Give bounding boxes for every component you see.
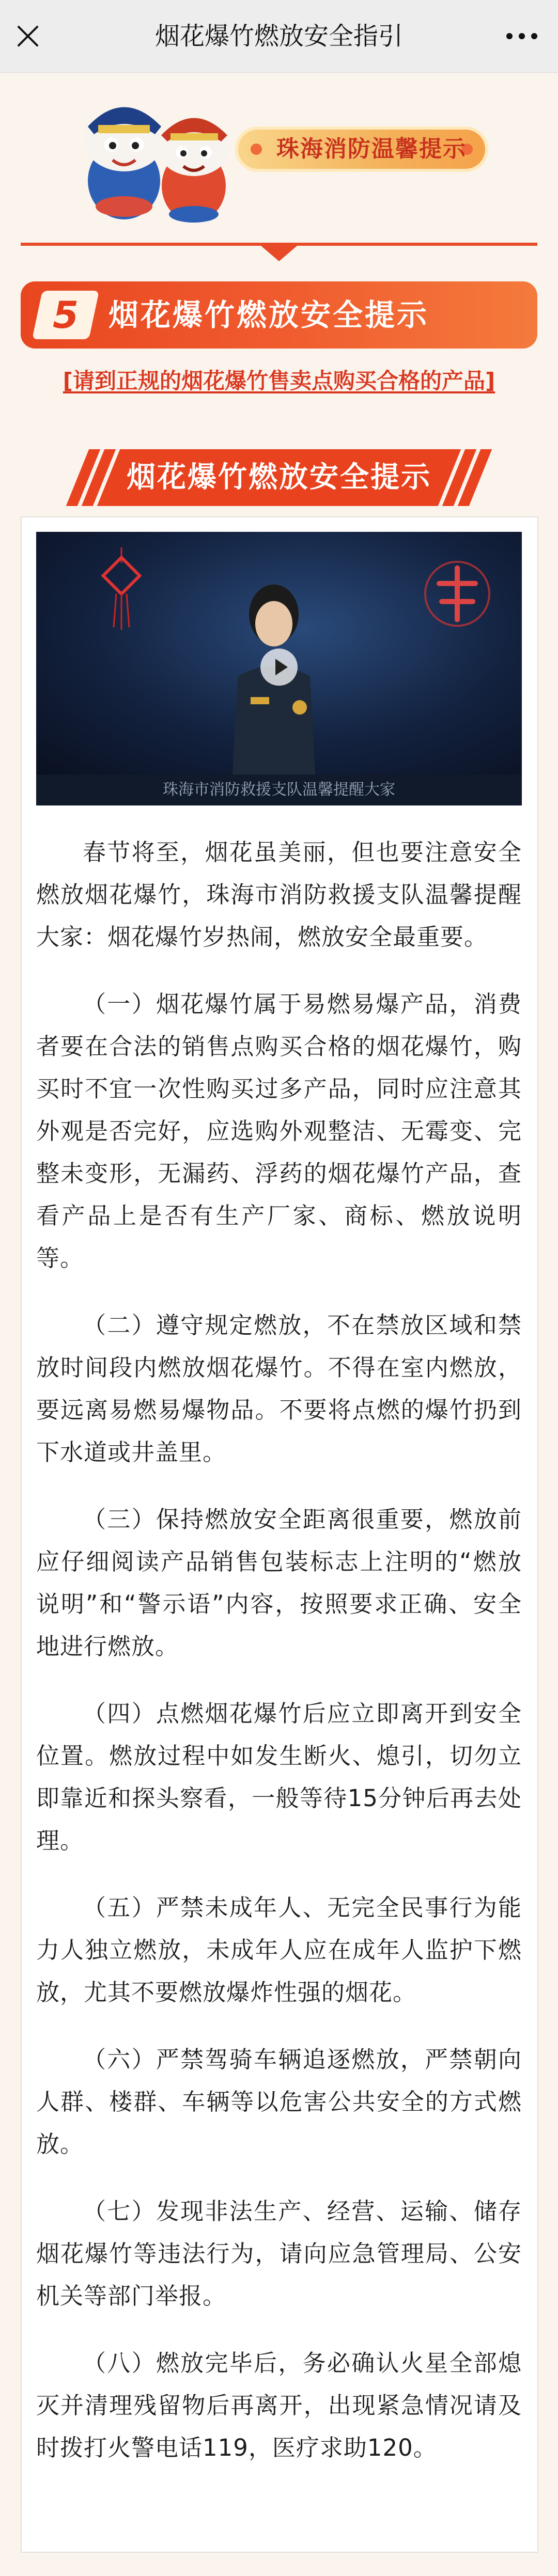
section-notice-text: [请到正规的烟花爆竹售卖点购买合格的产品] xyxy=(63,368,495,393)
chinese-knot-icon xyxy=(98,547,145,630)
article-body xyxy=(36,831,522,2494)
paragraph: （六）严禁驾骑车辆追逐燃放，严禁朝向人群、楼群、车辆等以危害公共安全的方式燃放。 xyxy=(36,2046,522,2158)
video-caption: 珠海市消防救援支队温馨提醒大家 xyxy=(36,775,522,805)
paragraph: （八）燃放完毕后，务必确认火星全部熄灭并清理残留物后再离开，出现紧急情况请及时拨打火警电话119，医疗求助120。 xyxy=(36,2349,522,2461)
header-divider-notch xyxy=(261,246,297,261)
play-icon[interactable] xyxy=(260,649,298,686)
section-number: 5 xyxy=(52,293,79,337)
close-icon[interactable] xyxy=(12,21,43,52)
section-number-badge xyxy=(32,291,99,339)
nav-bar xyxy=(0,0,558,73)
paragraph: （四）点燃烟花爆竹后应立即离开到安全位置。燃放过程中如发生断火、熄引，切勿立即靠近和探头察看，一般等待15分钟后再去处理。 xyxy=(36,1700,522,1854)
paragraph: （七）发现非法生产、经营、运输、储存烟花爆竹等违法行为，请向应急管理局、公安机关等部门举报。 xyxy=(36,2198,522,2310)
subtitle-text: 烟花爆竹燃放安全提示 xyxy=(127,461,431,494)
section-header xyxy=(21,281,537,349)
video-player[interactable] xyxy=(36,532,522,805)
paragraph: （五）严禁未成年人、无完全民事行为能力人独立燃放，未成年人应在成年人监护下燃放，尤其不要燃放爆炸性强的烟花。 xyxy=(36,1894,522,2006)
dot-decoration xyxy=(251,144,262,155)
mascot-illustration xyxy=(67,77,243,227)
section-title: 烟花爆竹燃放安全提示 xyxy=(109,297,429,333)
page-title: 烟花爆竹燃放安全指引 xyxy=(154,22,403,51)
paragraph: （一）烟花爆竹属于易燃易爆产品，消费者要在合法的销售点购买合格的烟花爆竹，购买时不宜一次性购买过多产品，同时应注意其外观是否完好，应选购外观整洁、无霉变、完整未变形，无漏药、浮药的烟花爆竹产品，查看产品上是否有生产厂家、商标、燃放说明等。 xyxy=(36,990,522,1272)
fu-decoration-icon xyxy=(419,552,496,635)
paragraph: （二）遵守规定燃放，不在禁放区域和禁放时间段内燃放烟花爆竹。不得在室内燃放，要远离易燃易爆物品。不要将点燃的爆竹扔到下水道或井盖里。 xyxy=(36,1311,522,1466)
header-banner xyxy=(235,127,488,172)
paragraph: （三）保持燃放安全距离很重要，燃放前应仔细阅读产品销售包装标志上注明的“燃放说明”和“警示语”内容，按照要求正确、安全地进行燃放。 xyxy=(36,1506,522,1660)
section-notice xyxy=(0,364,558,395)
more-icon[interactable] xyxy=(501,21,542,52)
banner-text: 珠海消防温馨提示 xyxy=(276,136,467,162)
subtitle-banner xyxy=(78,449,481,506)
paragraph: 春节将至，烟花虽美丽，但也要注意安全燃放烟花爆竹，珠海市消防救援支队温馨提醒大家：烟花爆竹岁热闹，燃放安全最重要。 xyxy=(36,839,522,951)
